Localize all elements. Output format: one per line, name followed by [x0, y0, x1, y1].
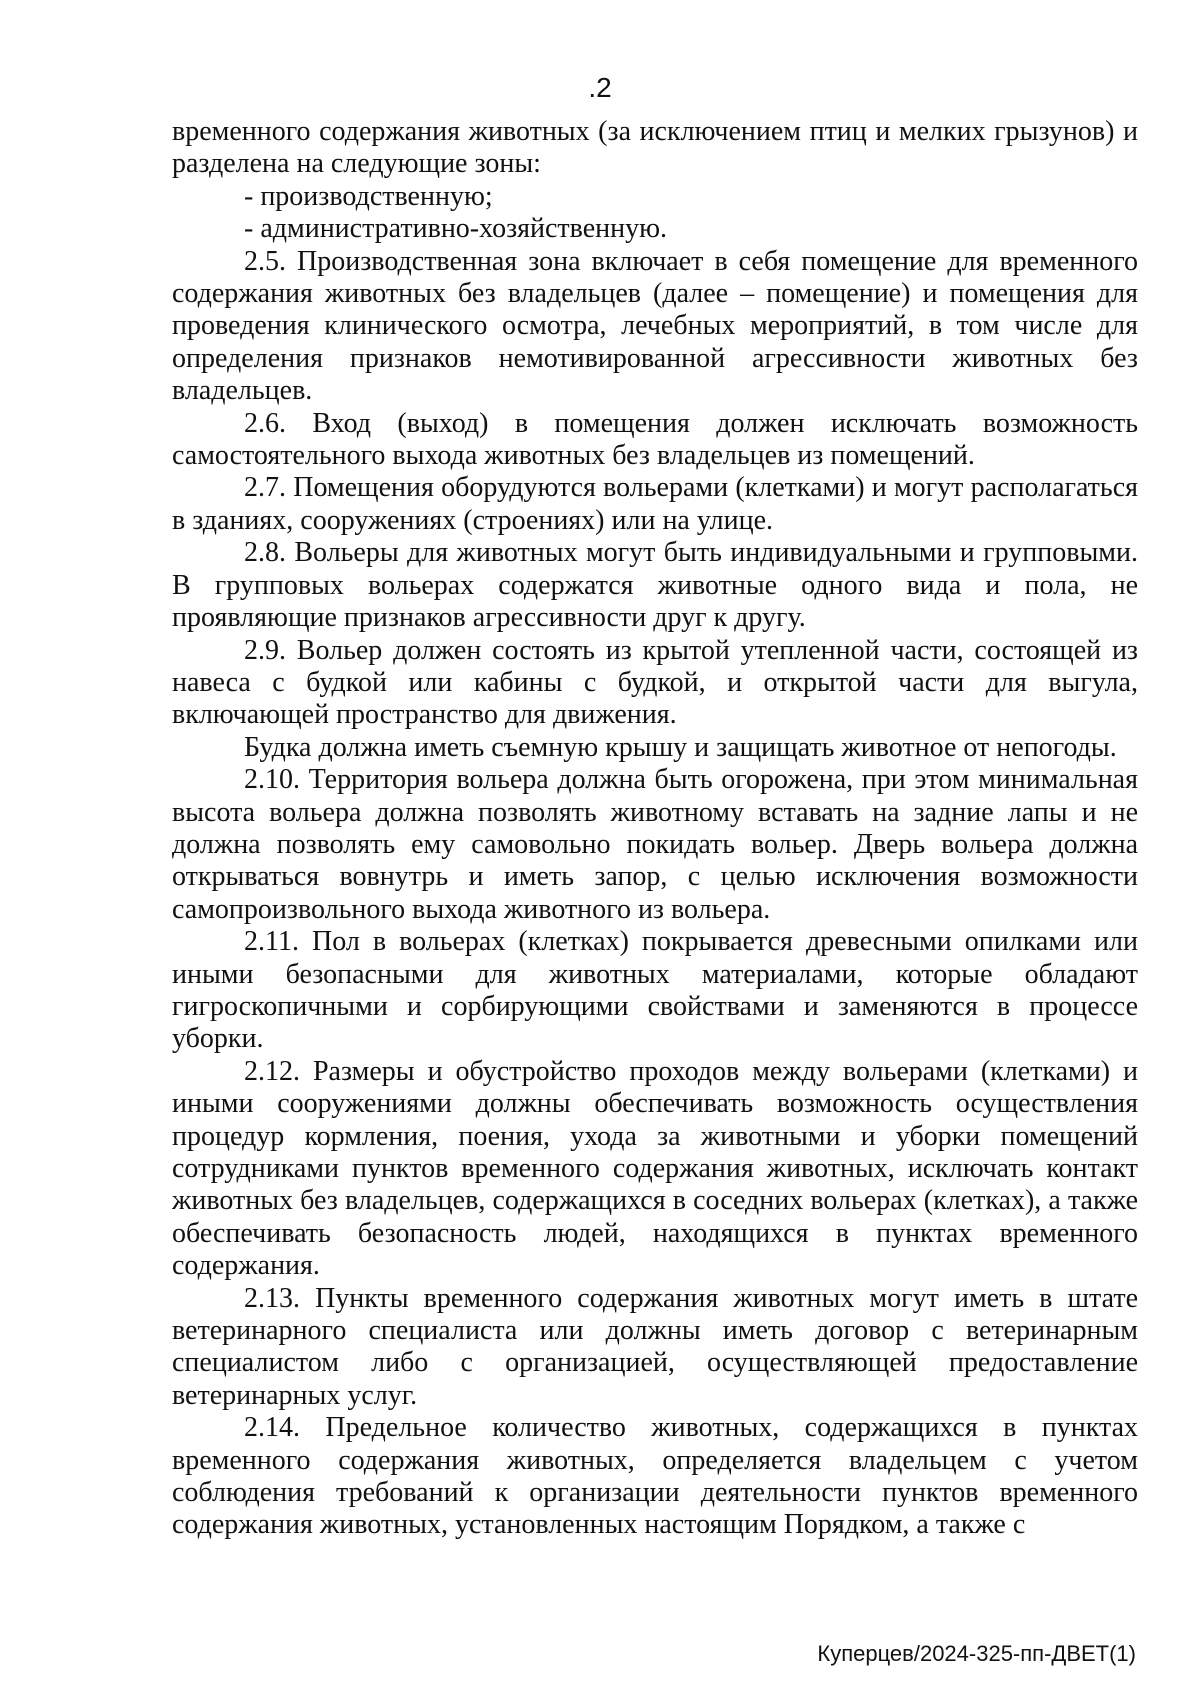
paragraph-2-14: 2.14. Предельное количество животных, содержащихся в пунктах временного содержания животных, определяется владельцем с учетом соблюдения требований к организации деятельности пунктов временного содержания животных, установленных настоящим Порядком, а также с — [172, 1412, 1138, 1541]
page-number: .2 — [588, 72, 612, 103]
paragraph-booth: Будка должна иметь съемную крышу и защищать животное от непогоды. — [244, 731, 1117, 763]
document-body — [172, 116, 1138, 1542]
paragraph-2-6: 2.6. Вход (выход) в помещения должен исключать возможность самостоятельного выхода животных без владельцев из помещений. — [172, 407, 1138, 472]
paragraph-2-8: 2.8. Вольеры для животных могут быть индивидуальными и групповыми. В групповых вольерах содержатся животные одного вида и пола, не проявляющие признаков агрессивности друг к другу. — [172, 537, 1138, 634]
paragraph-2-9: 2.9. Вольер должен состоять из крытой утепленной части, состоящей из навеса с будкой или кабины с будкой, и открытой части для выгула, включающей пространство для движения. — [172, 634, 1138, 731]
paragraph-2-12: 2.12. Размеры и обустройство проходов между вольерами (клетками) и иными сооружениями должны обеспечивать возможность осуществления процедур кормления, поения, ухода за животными и уборки помещений сотрудниками пунктов временного содержания животных, исключать контакт животных без владельцев, содержащихся в соседних вольерах (клетках), а также обеспечивать безопасность людей, находящихся в пунктах временного содержания. — [172, 1055, 1138, 1282]
paragraph-2-10: 2.10. Территория вольера должна быть огорожена, при этом минимальная высота вольера должна позволять животному вставать на задние лапы и не должна позволять ему самовольно покидать вольер. Дверь вольера должна открываться вовнутрь и иметь запор, с целью исключения возможности самопроизвольного выхода животного из вольера. — [172, 764, 1138, 925]
list-item-admin-zone: - административно-хозяйственную. — [244, 213, 668, 245]
paragraph-2-5: 2.5. Производственная зона включает в себя помещение для временного содержания животных без владельцев (далее – помещение) и помещения для проведения клинического осмотра, лечебных мероприятий, в том числе для определения признаков немотивированной агрессивности животных без владельцев. — [172, 245, 1138, 407]
paragraph-intro: временного содержания животных (за исключением птиц и мелких грызунов) и разделена на следующие зоны: — [172, 116, 1138, 180]
paragraph-2-13: 2.13. Пункты временного содержания животных могут иметь в штате ветеринарного специалиста или должны иметь договор с ветеринарным специалистом либо с организацией, осуществляющей предоставление ветеринарных услуг. — [172, 1282, 1138, 1411]
footer-document-code: Куперцев/2024-325-пп-ДВЕТ(1) — [817, 1641, 1136, 1666]
paragraph-2-11: 2.11. Пол в вольерах (клетках) покрывается древесными опилками или иными безопасными для животных материалами, которые обладают гигроскопичными и сорбирующими свойствами и заменяются в процессе уборки. — [172, 926, 1138, 1055]
paragraph-2-7: 2.7. Помещения оборудуются вольерами (клетками) и могут располагаться в зданиях, сооружениях (строениях) или на улице. — [172, 472, 1138, 536]
list-item-production-zone: - производственную; — [244, 180, 493, 212]
